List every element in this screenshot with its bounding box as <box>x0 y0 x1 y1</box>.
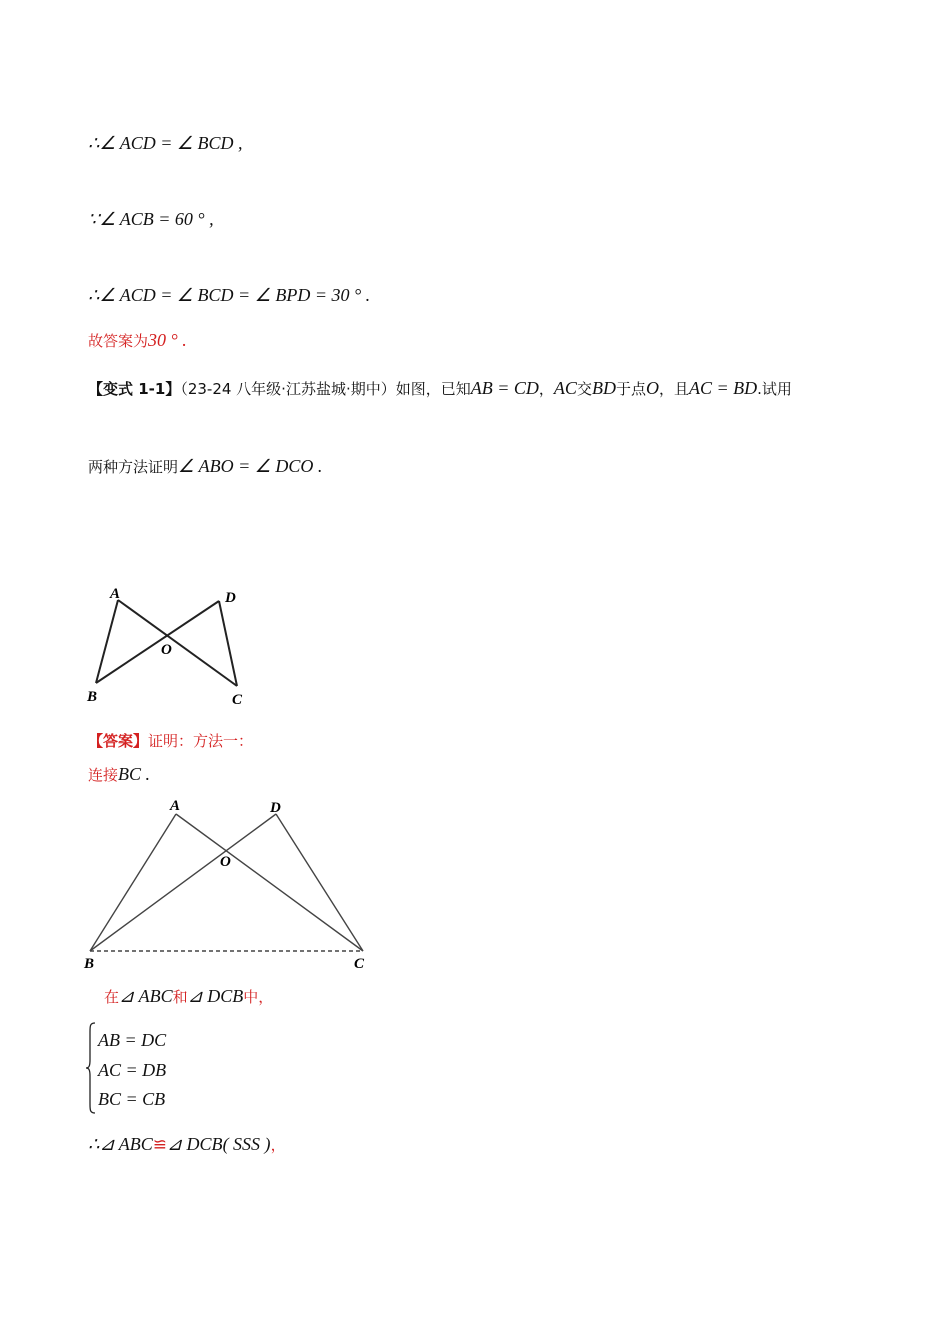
label-c: C <box>232 692 243 708</box>
triangles-intro: 在⊿ ABC和⊿ DCB中， <box>104 986 274 1006</box>
segment-dc <box>276 814 363 951</box>
variant-problem: 【变式 1-1】（23-24 八年级·江苏盐城·期中）如图，已知AB = CD，AC交BD于点O，且AC = BD.试用 <box>88 378 792 398</box>
left-brace <box>86 1022 96 1114</box>
segment-dc <box>219 601 237 686</box>
label-d: D <box>270 800 281 816</box>
variant-tag: 【变式 1-1】 <box>88 380 181 398</box>
step-acd-eq-bcd: ∴∠ ACD = ∠ BCD , <box>88 133 243 153</box>
segment-ab <box>90 814 176 951</box>
label-a: A <box>110 586 121 602</box>
variant-source: （23-24 八年级·江苏盐城·期中） <box>180 380 396 398</box>
answer-line: 故答案为30 ° . <box>88 330 187 350</box>
system-row-1: AB = DC <box>98 1030 167 1050</box>
prove-statement: 两种方法证明∠ ABO = ∠ DCO . <box>88 456 323 476</box>
equation-system <box>86 1022 286 1114</box>
segment-ac <box>118 600 237 686</box>
system-row-2: AC = DB <box>98 1060 167 1080</box>
label-o: O <box>161 642 172 658</box>
step-angles-30: ∴∠ ACD = ∠ BCD = ∠ BPD = 30 ° . <box>88 285 371 305</box>
label-b: B <box>84 956 95 972</box>
label-d: D <box>225 590 236 606</box>
congruence-conclusion: ∴⊿ ABC≌⊿ DCB( SSS )， <box>88 1134 286 1155</box>
label-o: O <box>220 854 231 870</box>
step-acb-60: ∵∠ ACB = 60 ° , <box>88 209 214 229</box>
label-b: B <box>87 689 98 705</box>
label-a: A <box>170 798 181 814</box>
connect-bc: 连接BC . <box>88 764 151 784</box>
answer-header: 【答案】证明：方法一： <box>88 732 254 750</box>
system-row-3: BC = CB <box>98 1089 166 1109</box>
figure-bowtie-original <box>82 582 252 708</box>
label-c: C <box>354 956 365 972</box>
figure-bowtie-with-bc <box>80 794 380 974</box>
segment-ac <box>176 814 363 951</box>
segment-bd <box>90 814 276 951</box>
